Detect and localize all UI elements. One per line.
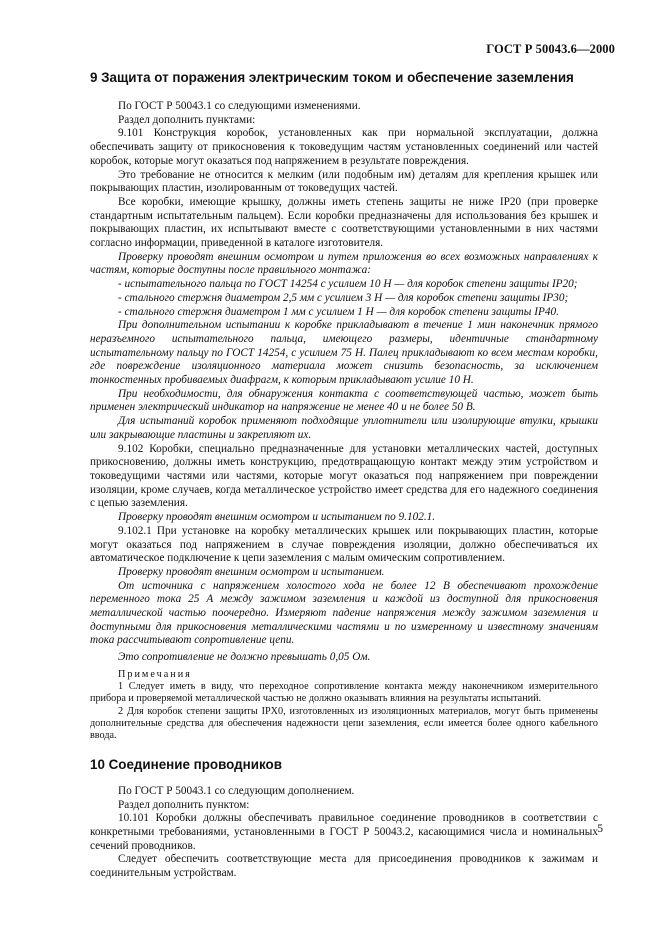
note: 1 Следует иметь в виду, что переходное сопротивление контакта между наконечником измерительного прибора и проверяемой металлической частью не должно оказывать влияния на результаты испытаний.: [90, 680, 598, 705]
test-procedure: Проверку проводят внешним осмотром и путем приложения во всех возможных направлениях к частям, которые доступны после правильного монтажа:: [90, 250, 598, 277]
test-procedure: Проверку проводят внешним осмотром и испытанием по 9.102.1.: [118, 511, 436, 524]
test-procedure: От источника с напряжением холостого хода не более 12 В обеспечивают прохождение переменного тока 25 А между зажимом заземления и каждой из доступной для прикосновения металлической частью поочередно. Измеряют падение напряжения между зажимом заземления и доступными для прикосновения металлическими частями и по измеренному и известному значениям тока рассчитывают сопротивление цепи.: [90, 579, 598, 647]
test-item: - стального стержня диаметром 1 мм с усилием 1 Н — для коробок степени защиты IP40.: [118, 305, 559, 318]
clause-9-102: 9.102 Коробки, специально предназначенные для установки металлических частей, доступных прикосновению, должны иметь конструкцию, предотвращающую контакт между этим устройством и токоведущими частями или частями, которые могут оказаться под напряжением при повреждении изоляции, кроме случаев, когда металлическое устройство имеет средства для его надежного соединения с цепью заземления.: [90, 442, 598, 510]
paragraph: Раздел дополнить пунктами:: [118, 113, 256, 126]
note: 2 Для коробок степени защиты IPX0, изготовленных из изоляционных материалов, могут быть применены дополнительные средства для обеспечения надежности цепи заземления, если имеется более одного кабельного ввода.: [90, 705, 598, 742]
clause-9-101: 9.101 Конструкция коробок, установленных как при нормальной эксплуатации, должна обеспечивать защиту от прикосновения к токоведущим частям установленных соединений или частей коробок, которые могут оказаться под напряжением в результате повреждения.: [90, 127, 598, 167]
test-item: - стального стержня диаметром 2,5 мм с усилием 3 Н — для коробок степени защиты IP30;: [118, 291, 569, 304]
test-procedure: Это сопротивление не должно превышать 0,05 Ом.: [118, 651, 371, 664]
page-number: 5: [597, 823, 603, 835]
clause-9-102-1: 9.102.1 При установке на коробку металлических крышек или покрывающих пластин, которые могут оказаться под напряжением в случае повреждения изоляции, должно обеспечиваться их автоматическое подключение к цепи заземления с малым омическим сопротивлением.: [90, 524, 598, 565]
test-procedure: При дополнительном испытании к коробке прикладывают в течение 1 мин наконечник прямого неразъемного испытательного пальца, имеющего размеры, идентичные стандартному испытательному пальцу по ГОСТ 14254, с усилием 75 Н. Палец прикладывают ко всем местам коробки, где повреждение изоляционного материала может снизить безопасность, за исключением тонкостенных пробиваемых диафрагм, к которым прикладывают усилие 10 Н.: [90, 319, 598, 387]
paragraph: По ГОСТ Р 50043.1 со следующими изменениями.: [118, 100, 361, 112]
test-procedure: Для испытаний коробок применяют подходящие уплотнители или изолирующие втулки, крышки или закрывающие пластины и закрепляют их.: [90, 415, 598, 441]
test-procedure: При необходимости, для обнаружения контакта с соответствующей частью, может быть применен электрический индикатор на напряжение не менее 40 и не более 50 В.: [90, 387, 598, 414]
paragraph: Это требование не относится к мелким (или подобным им) деталям для крепления крышек или покрывающих пластин, изолированным от токоведущих частей.: [90, 168, 598, 195]
standard-header: ГОСТ Р 50043.6—2000: [486, 42, 615, 56]
paragraph: По ГОСТ Р 50043.1 со следующим дополнением.: [118, 784, 355, 797]
paragraph: Следует обеспечить соответствующие места для присоединения проводников к зажимам и соединительным устройствам.: [90, 853, 598, 880]
section-10-heading: 10 Соединение проводников: [90, 756, 282, 772]
page-content: [90, 70, 598, 881]
section-9-heading: 9 Защита от поражения электрическим током и обеспечение заземления: [90, 70, 574, 85]
test-procedure: Проверку проводят внешним осмотром и испытанием.: [118, 565, 385, 578]
paragraph: Раздел дополнить пунктом:: [118, 798, 250, 811]
clause-10-101: 10.101 Коробки должны обеспечивать правильное соединение проводников в соответствии с конкретными требованиями, установленными в ГОСТ Р 50043.2, касающимися числа и номинальных сечений проводников.: [90, 812, 598, 852]
test-item: - испытательного пальца по ГОСТ 14254 с усилием 10 Н — для коробок степени защиты IP20;: [118, 278, 578, 291]
paragraph: Все коробки, имеющие крышку, должны иметь степень защиты не ниже IP20 (при проверке стандартным испытательным пальцем). Если коробки предназначены для использования без крышек и покрывающих пластин, их испытывают вместе с соответствующими установленными в них частями согласно информации, приведенной в каталоге изготовителя.: [90, 195, 598, 250]
notes-heading: Примечания: [118, 668, 192, 680]
